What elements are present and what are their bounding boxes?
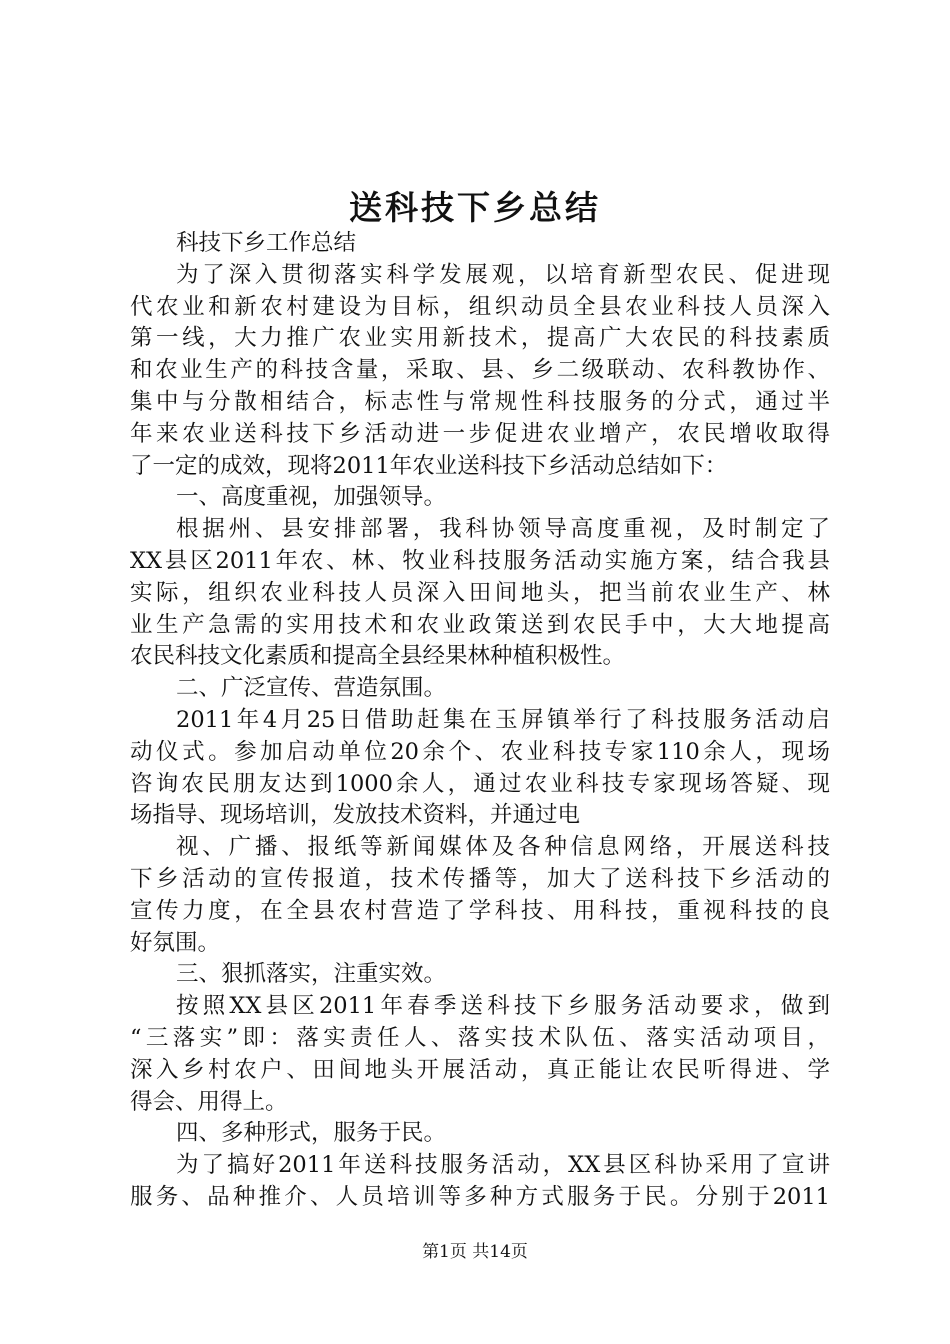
body-line: 第一线，大力推广农业实用新技术，提高广大农民的科技素质 [130,325,830,352]
body-line: 得会、用得上。 [130,1088,288,1115]
body-line: 动仪式。参加启动单位20余个、农业科技专家110余人，现场 [130,738,830,765]
body-line: 年来农业送科技下乡活动进一步促进农业增产，农民增收取得 [130,420,830,447]
body-line: 四、多种形式，服务于民。 [176,1120,447,1147]
body-line: 根据州、县安排部署，我科协领导高度重视，及时制定了 [176,516,830,543]
document-title: 送科技下乡总结 [349,188,601,227]
body-line: 下乡活动的宣传报道，技术传播等，加大了送科技下乡活动的 [130,865,830,892]
body-line: XX县区2011年农、林、牧业科技服务活动实施方案，结合我县 [130,547,830,574]
body-line: 二、广泛宣传、营造氛围。 [176,675,447,702]
body-line: 咨询农民朋友达到1000余人，通过农业科技专家现场答疑、现 [130,770,830,797]
body-line: 服务、品种推介、人员培训等多种方式服务于民。分别于2011 [130,1183,830,1210]
body-line: 一、高度重视，加强领导。 [176,484,447,511]
body-line: 2011年4月25日借助赶集在玉屏镇举行了科技服务活动启 [176,706,830,733]
body-line: 三、狠抓落实，注重实效。 [176,961,447,988]
body-line: 业生产急需的实用技术和农业政策送到农民手中，大大地提高 [130,611,830,638]
page-footer: 第1页 共14页 [422,1242,528,1262]
body-line: 代农业和新农村建设为目标，组织动员全县农业科技人员深入 [130,293,830,320]
body-line: 和农业生产的科技含量，采取、县、乡二级联动、农科教协作、 [130,357,830,384]
body-line: 按照XX县区2011年春季送科技下乡服务活动要求，做到 [176,993,830,1020]
body-line: 农民科技文化素质和提高全县经果林种植积极性。 [130,643,626,670]
body-line: 深入乡村农户、田间地头开展活动，真正能让农民听得进、学 [130,1056,830,1083]
body-line: 科技下乡工作总结 [176,230,357,256]
body-line: 场指导、现场培训，发放技术资料，并通过电 [130,802,581,829]
body-line: 为了深入贯彻落实科学发展观，以培育新型农民、促进现 [176,261,830,288]
body-line: 视、广播、报纸等新闻媒体及各种信息网络，开展送科技 [176,834,830,861]
body-line: 宣传力度，在全县农村营造了学科技、用科技，重视科技的良 [130,897,830,924]
body-line: 好氛围。 [130,929,221,956]
body-line: 集中与分散相结合，标志性与常规性科技服务的分式，通过半 [130,388,830,415]
body-line: 为了搞好2011年送科技服务活动，XX县区科协采用了宣讲 [176,1152,830,1179]
body-line: 实际，组织农业科技人员深入田间地头，把当前农业生产、林 [130,579,830,606]
body-line: “三落实”即：落实责任人、落实技术队伍、落实活动项目， [130,1024,830,1051]
body-line: 了一定的成效，现将2011年农业送科技下乡活动总结如下： [130,452,728,479]
document-body [130,228,830,1214]
